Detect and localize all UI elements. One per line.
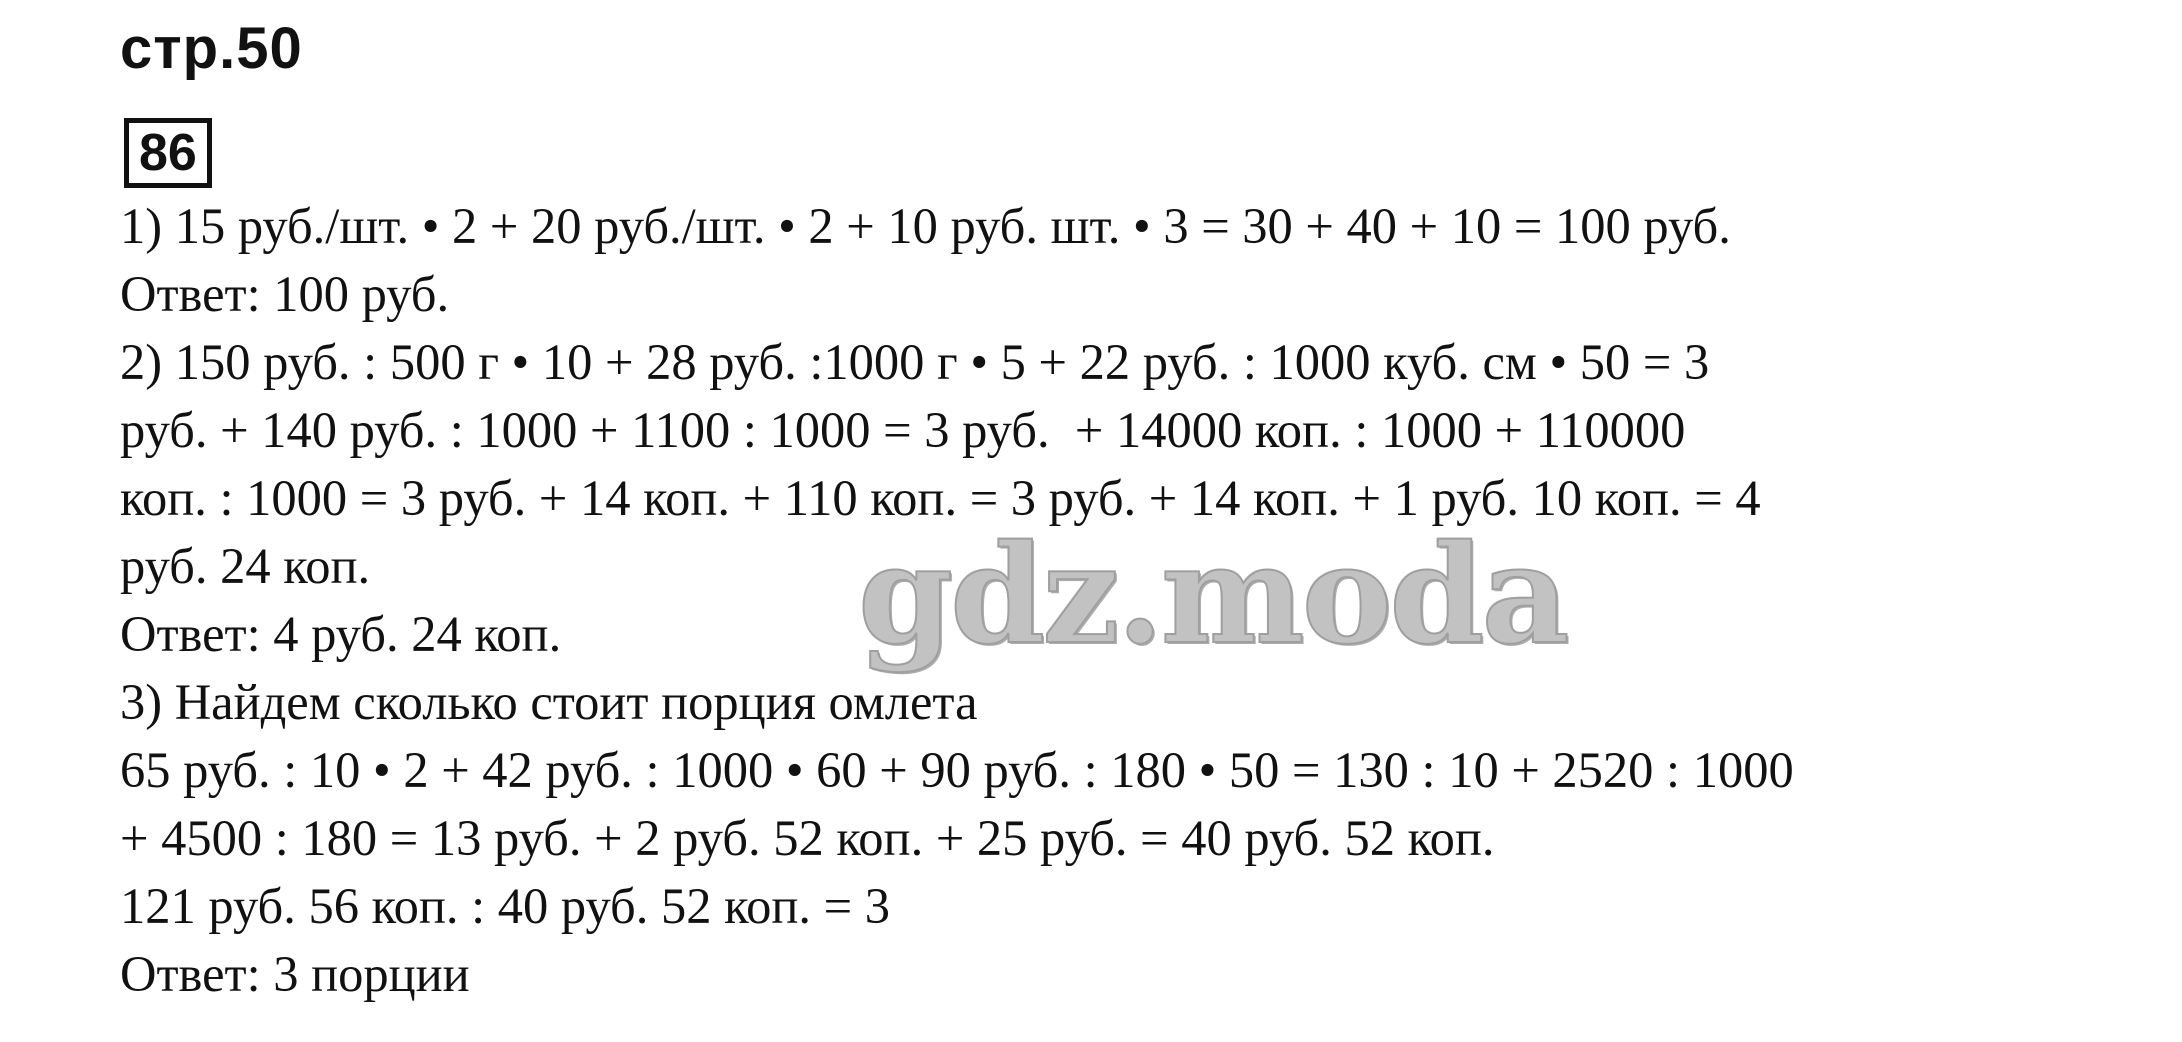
solution-line-3-cont-1: + 4500 : 180 = 13 руб. + 2 руб. 52 коп. + 25 руб. = 40 руб. 52 коп. xyxy=(120,810,1495,866)
page-number-title: стр.50 xyxy=(120,16,303,81)
task-number-box: 86 xyxy=(124,118,212,188)
answer-line-3: Ответ: 3 порции xyxy=(120,946,470,1002)
solution-text xyxy=(120,192,2120,1008)
answer-line-2: Ответ: 4 руб. 24 коп. xyxy=(120,606,562,662)
solution-line-2-cont-2: коп. : 1000 = 3 руб. + 14 коп. + 110 коп. = 3 руб. + 14 коп. + 1 руб. 10 коп. = 4 xyxy=(120,470,1761,526)
solution-line-2-cont-3: руб. 24 коп. xyxy=(120,538,371,594)
solution-line-1: 1) 15 руб./шт. • 2 + 20 руб./шт. • 2 + 10 руб. шт. • 3 = 30 + 40 + 10 = 100 руб. xyxy=(120,198,1731,254)
answer-line-1: Ответ: 100 руб. xyxy=(120,266,450,322)
solution-line-2: 2) 150 руб. : 500 г • 10 + 28 руб. :1000 г • 5 + 22 руб. : 1000 куб. см • 50 = 3 xyxy=(120,334,1710,390)
solution-line-2-cont-1: руб. + 140 руб. : 1000 + 1100 : 1000 = 3 руб. + 14000 коп. : 1000 + 110000 xyxy=(120,402,1686,458)
watermark-logo: gdz.moda xyxy=(858,515,1567,675)
solution-line-3-heading: 3) Найдем сколько стоит порция омлета xyxy=(120,674,978,730)
solution-line-3: 65 руб. : 10 • 2 + 42 руб. : 1000 • 60 + 90 руб. : 180 • 50 = 130 : 10 + 2520 : 1000 xyxy=(120,742,1794,798)
solution-line-3-cont-2: 121 руб. 56 коп. : 40 руб. 52 коп. = 3 xyxy=(120,878,890,934)
